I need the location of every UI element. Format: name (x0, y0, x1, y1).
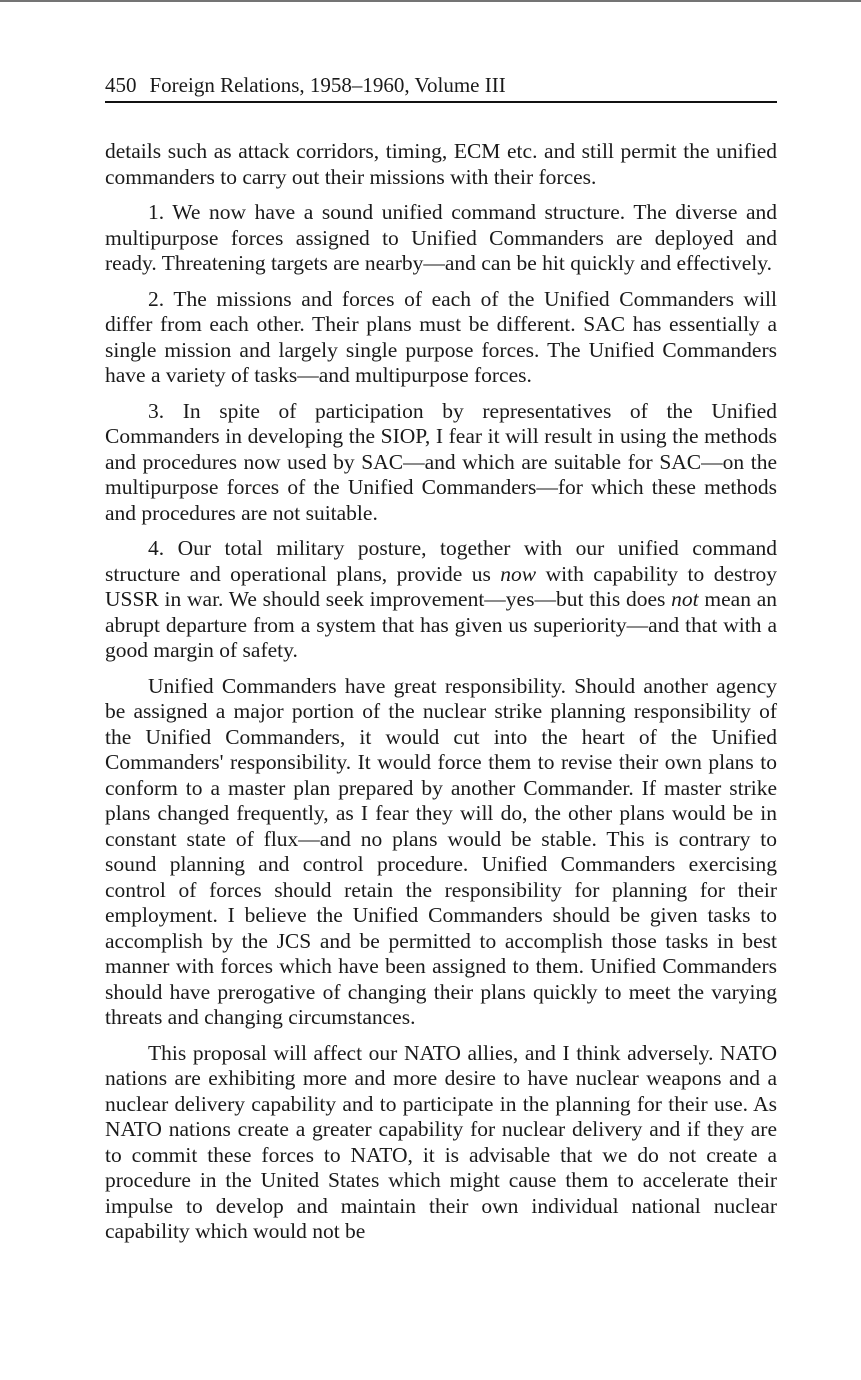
paragraph-point-4 (105, 536, 777, 664)
paragraph-nato: This proposal will affect our NATO allies, and I think adversely. NATO nations are exhibiting more and more desire to have nuclear weapons and a nuclear delivery capability and to participate in the planning for their use. As NATO nations create a greater capability for nuclear delivery and if they are to commit these forces to NATO, it is advisable that we do not create a procedure in the United States which might cause them to accelerate their impulse to develop and maintain their own individual national nuclear capability which would not be (105, 1040, 777, 1243)
document-body (105, 139, 777, 1255)
paragraph-point-3: 3. In spite of participation by representatives of the Unified Commanders in developing the SIOP, I fear it will result in using the methods and procedures now used by SAC—and which are suitable for SAC—on the multipurpose forces of the Unified Commanders—for which these methods and procedures are not suitable. (105, 398, 777, 525)
running-header (105, 72, 777, 103)
paragraph-continuation: details such as attack corridors, timing, ECM etc. and still permit the unified commanders to carry out their missions with their forces. (105, 139, 777, 189)
point-4-text-e: mean an abrupt departure from a system that has given us superiority—and that with a good margin of safety. (105, 587, 778, 662)
paragraph-unified-commanders: Unified Commanders have great responsibility. Should another agency be assigned a major portion of the nuclear strike planning responsibility of the Unified Commanders, it would cut into the heart of the Unified Commanders' responsibility. It would force them to revise their own plans to conform to a master plan prepared by another Commander. If master strike plans changed frequently, as I fear they will do, the other plans would be in constant state of flux—and no plans would be stable. This is contrary to sound planning and control procedure. Unified Commanders exercising control of forces should retain the responsibility for planning for their employment. I believe the Unified Commanders should be given tasks to accomplish by the JCS and be permitted to accomplish those tasks in best manner with forces which have been assigned to them. Unified Commanders should have prerogative of changing their plans quickly to meet the varying threats and changing circumstances. (105, 673, 777, 1029)
paragraph-point-1: 1. We now have a sound unified command structure. The diverse and multipurpose forces assigned to Unified Commanders are deployed and ready. Threatening targets are nearby—and can be hit quickly and effectively. (105, 200, 777, 275)
point-4-emphasis-now: now (500, 561, 537, 586)
point-4-text-c: with capability to destroy USSR in war. We should seek improvement—yes—but this does (105, 561, 777, 611)
point-4-text-a: 4. Our total military posture, together with our unified command structure and operational plans, provide us (105, 536, 777, 586)
point-4-emphasis-not: not (671, 587, 699, 611)
page-number: 450 (105, 73, 137, 97)
scan-edge-rule (0, 0, 861, 2)
running-title: Foreign Relations, 1958–1960, Volume III (149, 73, 506, 97)
paragraph-point-2: 2. The missions and forces of each of the Unified Commanders will differ from each other. Their plans must be different. SAC has essentially a single mission and largely single purpose forces. The Unified Commanders have a variety of tasks—and multipurpose forces. (105, 286, 777, 387)
